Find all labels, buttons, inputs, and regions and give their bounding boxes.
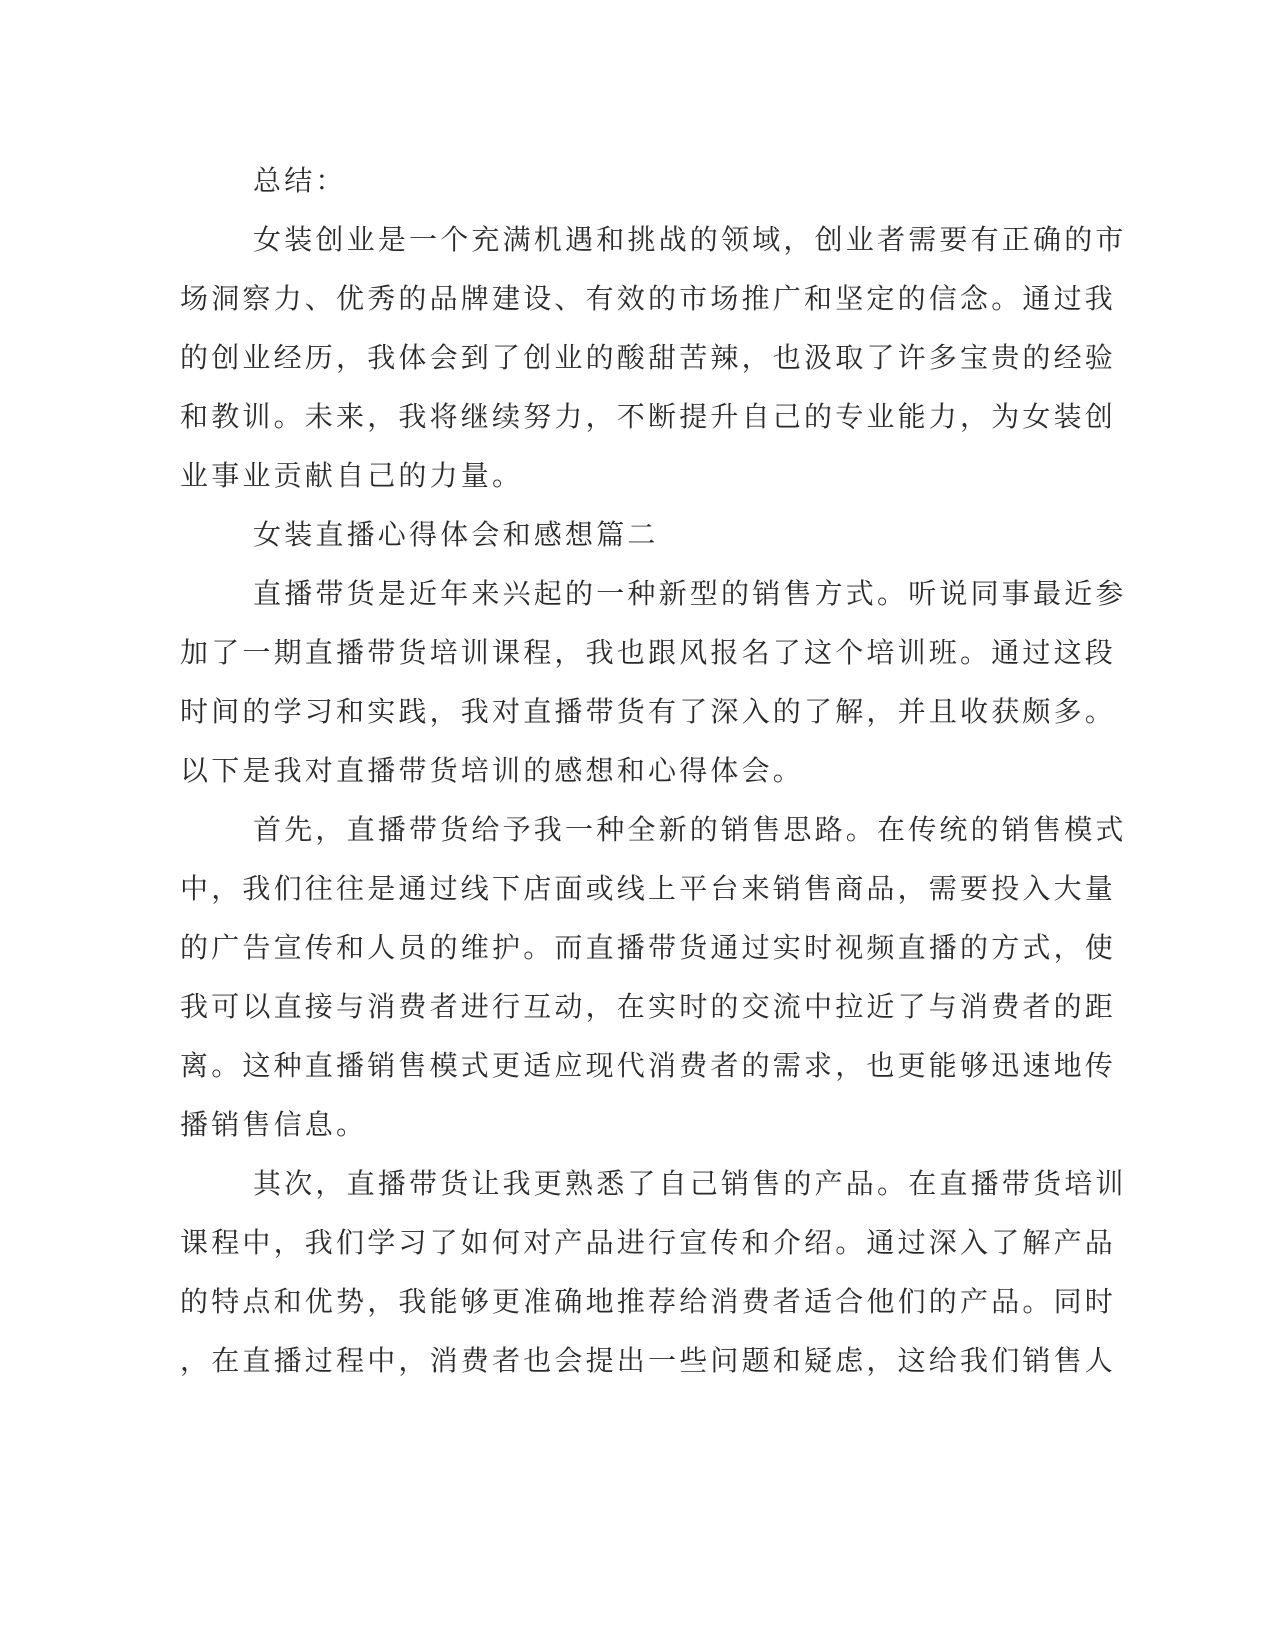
- paragraph-line: 的创业经历，我体会到了创业的酸甜苦辣，也汲取了许多宝贵的经验: [180, 341, 1117, 374]
- paragraph-line: 首先，直播带货给予我一种全新的销售思路。在传统的销售模式: [253, 813, 1127, 846]
- paragraph-line: 其次，直播带货让我更熟悉了自己销售的产品。在直播带货培训: [253, 1167, 1127, 1200]
- paragraph-line: 场洞察力、优秀的品牌建设、有效的市场推广和坚定的信念。通过我: [180, 282, 1117, 315]
- paragraph-line: 和教训。未来，我将继续努力，不断提升自己的专业能力，为女装创: [180, 400, 1117, 433]
- paragraph-line: 的广告宣传和人员的维护。而直播带货通过实时视频直播的方式，使: [180, 931, 1117, 964]
- paragraph-line: 直播带货是近年来兴起的一种新型的销售方式。听说同事最近参: [253, 577, 1127, 610]
- paragraph-heading-summary: 总结：: [253, 164, 347, 197]
- paragraph-line: 加了一期直播带货培训课程，我也跟风报名了这个培训班。通过这段: [180, 636, 1117, 669]
- paragraph-line: 业事业贡献自己的力量。: [180, 459, 524, 492]
- paragraph-line: 以下是我对直播带货培训的感想和心得体会。: [180, 754, 805, 787]
- paragraph-line: 的特点和优势，我能够更准确地推荐给消费者适合他们的产品。同时: [180, 1285, 1117, 1318]
- paragraph-line: 时间的学习和实践，我对直播带货有了深入的了解，并且收获颇多。: [180, 695, 1117, 728]
- section-title: 女装直播心得体会和感想篇二: [253, 518, 659, 551]
- paragraph-line: 女装创业是一个充满机遇和挑战的领域，创业者需要有正确的市: [253, 223, 1127, 256]
- paragraph-line: ，在直播过程中，消费者也会提出一些问题和疑虑，这给我们销售人: [180, 1344, 1117, 1377]
- paragraph-line: 中，我们往往是通过线下店面或线上平台来销售商品，需要投入大量: [180, 872, 1117, 905]
- paragraph-line: 我可以直接与消费者进行互动，在实时的交流中拉近了与消费者的距: [180, 990, 1117, 1023]
- paragraph-line: 离。这种直播销售模式更适应现代消费者的需求，也更能够迅速地传: [180, 1049, 1117, 1082]
- paragraph-line: 课程中，我们学习了如何对产品进行宣传和介绍。通过深入了解产品: [180, 1226, 1117, 1259]
- paragraph-line: 播销售信息。: [180, 1108, 368, 1141]
